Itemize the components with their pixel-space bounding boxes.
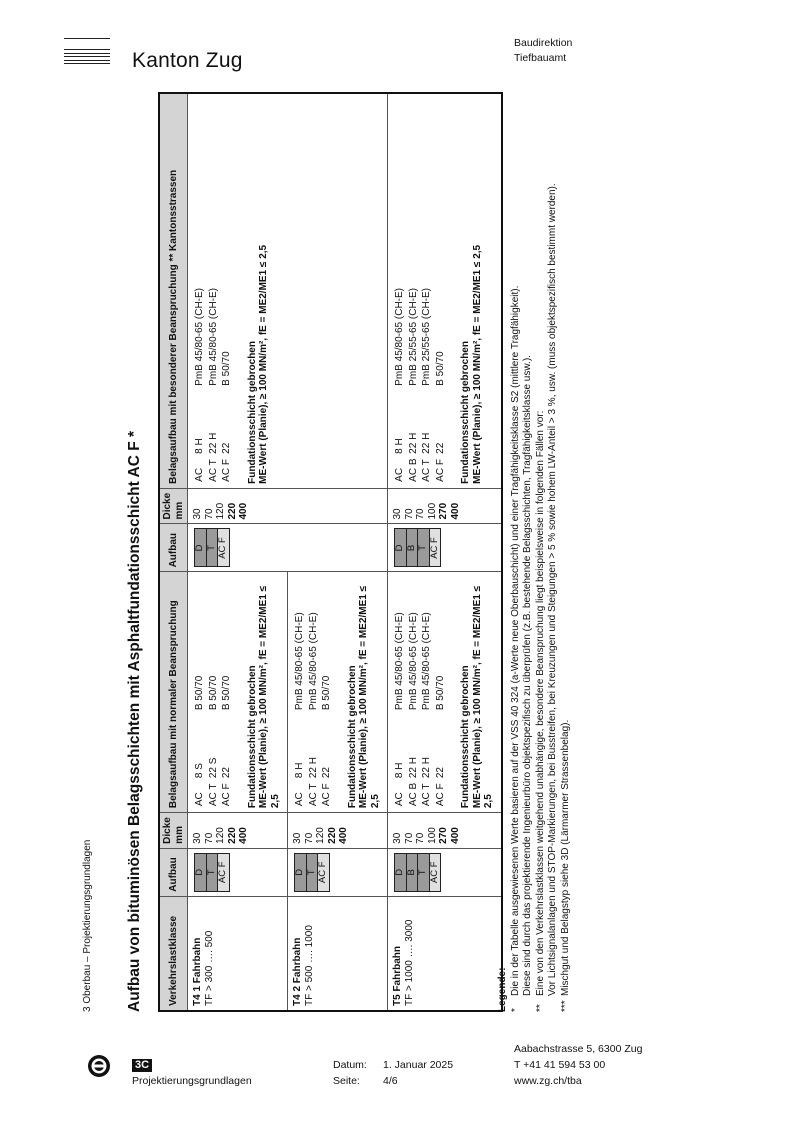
thickness-cell	[288, 813, 388, 849]
thickness-value: 30	[292, 832, 303, 844]
foundation-label: Fundationsschicht gebrochen	[246, 341, 258, 484]
office-name: Tiefbauamt	[514, 52, 567, 64]
layer-type: AC	[194, 467, 205, 482]
thickness-total: 400	[238, 827, 249, 844]
special-stack-cell	[388, 524, 502, 572]
thickness-total: 220	[226, 502, 238, 520]
layer-type: AC F	[434, 783, 446, 807]
layer-list	[392, 286, 448, 484]
legend-text: Vor Lichtsignalanlagen und STOP-Markierungen, bei Busstreifen, bei Kreuzungen und Steigungen > 5 % sowie hohem LW-Anteil > 3 %, usw. (muss objektspezifisch bestimmt werden).	[547, 183, 558, 996]
thickness-value: 120	[215, 827, 226, 844]
header-aufbau-special: Aufbau	[159, 524, 188, 572]
legend-item	[522, 183, 535, 1012]
address: Aabachstrasse 5, 6300 Zug	[514, 1043, 643, 1055]
layer-grain: 8 H	[394, 438, 405, 454]
stack-layer: D	[395, 529, 407, 567]
stack-cell	[288, 848, 388, 896]
stack-layer: D	[195, 529, 207, 567]
website-link[interactable]: www.zg.ch/tba	[514, 1075, 582, 1087]
layer-grain: 22	[221, 767, 232, 779]
layer-grain: 22	[221, 442, 232, 454]
layer-grain: 22	[434, 767, 446, 779]
layer-type: AC F	[321, 783, 332, 807]
me-value: ME-Wert (Planie), ≥ 100 MN/m², fE = ME2/ME1 ≤ 2,5	[471, 244, 483, 484]
thickness-value: 70	[415, 508, 426, 520]
legend-text: Mischgut und Belagstyp siehe 3D (Lärmarmer Strassenbelag).	[559, 719, 571, 996]
legend-item	[547, 183, 560, 1012]
traffic-range: TF > 300 …. 500	[203, 930, 215, 1006]
header-special: Belagsaufbau mit besonderer Beanspruchung ** Kantonsstrassen	[159, 93, 188, 488]
normal-cell	[288, 572, 388, 813]
stack-layer: T	[206, 853, 218, 891]
foundation-note	[460, 98, 483, 484]
pavement-table	[158, 92, 503, 1012]
layer-stack-diagram	[394, 529, 441, 568]
layer-stack-diagram	[294, 853, 330, 892]
accessibility-icon	[87, 1054, 111, 1078]
layer-grain: 22	[321, 767, 332, 779]
traffic-range: TF > 500 …. 1000	[303, 925, 315, 1006]
thickness-total: 400	[338, 827, 349, 844]
foundation-note	[247, 576, 282, 808]
layer-type: AC T	[207, 783, 219, 807]
traffic-range: TF > 1000 …. 3000	[403, 919, 415, 1006]
page-title: Aufbau von bituminösen Belagsschichten mit Asphaltfundationsschicht AC F *	[126, 430, 143, 1012]
foundation-label: Fundationsschicht gebrochen	[246, 665, 258, 809]
thickness-value: 70	[403, 832, 415, 844]
stack-layer: B	[406, 529, 418, 567]
foundation-label: Fundationsschicht gebrochen	[460, 665, 471, 809]
thickness-value: 70	[203, 508, 215, 520]
header-dicke-special: Dicke mm	[159, 488, 188, 524]
class-cell	[188, 896, 288, 1011]
layer-stack-diagram	[394, 853, 441, 892]
layer-binder: PmB 45/80-65 (CH-E)	[294, 612, 305, 711]
layer-binder: PmB 25/55-65 (CH-E)	[407, 288, 419, 386]
footer-contact	[514, 1041, 642, 1089]
layer-type: AC T	[421, 459, 432, 482]
thickness-total: 400	[449, 827, 461, 844]
layer-binder: PmB 45/80-65 (CH-E)	[407, 612, 419, 711]
layer-binder: PmB 45/80-65 (CH-E)	[394, 288, 405, 386]
special-thickness-cell	[388, 488, 502, 524]
stack-layer: AC F	[429, 853, 441, 891]
layer-grain: 22 H	[207, 432, 219, 454]
thickness-value: 30	[392, 508, 403, 520]
layer-binder: B 50/70	[434, 675, 446, 711]
stack-layer: D	[395, 853, 407, 891]
foundation-label: Fundationsschicht gebrochen	[460, 341, 471, 484]
layer-type: AC F	[434, 459, 446, 482]
layer-binder: B 50/70	[221, 675, 232, 711]
stack-layer: D	[295, 853, 307, 891]
layer-type: AC B	[407, 458, 419, 482]
layer-grain: 8 S	[194, 763, 205, 779]
thickness-cell	[188, 813, 288, 849]
legend-item	[510, 183, 523, 1012]
thickness-value: 120	[215, 502, 226, 520]
layer-grain: 22 H	[407, 432, 419, 454]
layer-binder: B 50/70	[434, 351, 446, 386]
foundation-note	[347, 576, 382, 808]
department-name: Baudirektion	[514, 37, 573, 49]
layer-binder: B 50/70	[221, 351, 232, 386]
legend-item	[560, 183, 573, 1012]
thickness-value: 30	[392, 832, 403, 844]
normal-cell	[388, 572, 502, 813]
layer-list	[192, 286, 235, 484]
thickness-value: 70	[303, 832, 315, 844]
class-name: T5 Fahrbahn	[392, 945, 403, 1006]
layer-type: AC T	[421, 783, 432, 807]
legend-text: Die in der Tabelle ausgewiesenen Werte basieren auf der VSS 40 324 (a-Werte neue Oberbauschicht) und einer Tragfähigkeitsklasse S2 (mittlere Tragfähigkeit).	[509, 285, 521, 996]
page-label: Seite:	[333, 1075, 360, 1087]
stack-layer: T	[306, 853, 318, 891]
table-row	[188, 93, 288, 1011]
table-header-row	[159, 93, 188, 1011]
legend	[497, 183, 572, 1012]
stack-layer: AC F	[218, 853, 230, 891]
special-cell	[388, 93, 502, 488]
special-stack-cell	[188, 524, 388, 572]
header-class: Verkehrslastklasse	[159, 896, 188, 1011]
layer-binder: PmB 45/80-65 (CH-E)	[307, 612, 319, 711]
special-thickness-cell	[188, 488, 388, 524]
thickness-value: 30	[192, 832, 203, 844]
thickness-total: 400	[238, 502, 249, 520]
layer-type: AC T	[307, 783, 319, 807]
class-cell	[388, 896, 502, 1011]
legend-heading: Legende:	[497, 967, 508, 1012]
rotated-content	[82, 12, 622, 1012]
layer-grain: 22 H	[407, 757, 419, 779]
layer-type: AC T	[207, 459, 219, 482]
layer-grain: 22 H	[421, 432, 432, 454]
layer-type: AC F	[221, 459, 232, 482]
layer-list	[292, 610, 335, 808]
layer-grain: 8 H	[194, 438, 205, 454]
layer-stack-diagram	[194, 529, 230, 568]
me-value: ME-Wert (Planie), ≥ 100 MN/m², fE = ME2/ME1 ≤ 2,5	[258, 244, 269, 484]
thickness-total: 220	[226, 827, 238, 844]
layer-grain: 22 S	[207, 757, 219, 779]
section-badge: 3C	[132, 1059, 152, 1072]
layer-type: AC B	[407, 782, 419, 807]
layer-type: AC	[194, 792, 205, 807]
layer-list	[392, 610, 448, 808]
layer-binder: PmB 45/80-65 (CH-E)	[194, 288, 205, 386]
legend-mark: ***	[559, 1000, 571, 1012]
legend-mark: **	[534, 1004, 546, 1012]
legend-text: Diese sind durch das projektierende Ingenieurbüro objektspezifisch zu überprüfen (z.B. bestehende Belagsschichten, Tragfähigkeitsklasse usw.).	[522, 355, 533, 996]
layer-binder: B 50/70	[321, 675, 332, 711]
legend-item	[535, 183, 548, 1012]
layer-grain: 8 H	[294, 762, 305, 779]
legend-text: Eine von den Verkehrslastklassen weitgehend unabhängige, besondere Beanspruchung liegt beispielsweise in folgenden Fällen vor:	[534, 410, 546, 996]
foundation-note	[460, 576, 495, 808]
layer-grain: 22	[434, 442, 446, 454]
stack-layer: T	[418, 853, 430, 891]
me-value: ME-Wert (Planie), ≥ 100 MN/m², fE = ME2/ME1 ≤ 2,5	[471, 585, 494, 809]
layer-binder: PmB 25/55-65 (CH-E)	[421, 288, 432, 386]
stack-layer: T	[206, 529, 218, 567]
layer-grain: 22 H	[421, 757, 432, 779]
layer-grain: 22 H	[307, 757, 319, 779]
thickness-value: 70	[403, 508, 415, 520]
thickness-value: 30	[192, 508, 203, 520]
me-value: ME-Wert (Planie), ≥ 100 MN/m², fE = ME2/ME1 ≤ 2,5	[358, 585, 381, 809]
normal-cell	[188, 572, 288, 813]
footer-section	[132, 1057, 252, 1089]
date-label: Datum:	[333, 1059, 367, 1071]
layer-list	[192, 674, 235, 808]
foundation-note	[247, 98, 270, 484]
phone: T +41 41 594 53 00	[514, 1059, 606, 1071]
stack-layer: B	[406, 853, 418, 891]
class-name: T4 1 Fahrbahn	[192, 937, 203, 1006]
thickness-value: 100	[426, 827, 438, 844]
page-number: 4/6	[383, 1075, 398, 1087]
layer-binder: PmB 45/80-65 (CH-E)	[207, 288, 219, 386]
header-normal: Belagsaufbau mit normaler Beanspruchung	[159, 572, 188, 813]
stack-layer: D	[195, 853, 207, 891]
layer-binder: B 50/70	[207, 675, 219, 711]
section-name: Projektierungsgrundlagen	[132, 1075, 252, 1087]
layer-type: AC	[394, 467, 405, 482]
layer-binder: PmB 45/80-65 (CH-E)	[421, 612, 432, 711]
header-aufbau: Aufbau	[159, 848, 188, 896]
date-value: 1. Januar 2025	[383, 1059, 454, 1071]
thickness-value: 70	[203, 832, 215, 844]
me-value: ME-Wert (Planie), ≥ 100 MN/m², fE = ME2/ME1 ≤ 2,5	[258, 585, 281, 809]
thickness-value: 70	[415, 832, 426, 844]
stack-cell	[388, 848, 502, 896]
stack-layer: T	[418, 529, 430, 567]
stack-layer: AC F	[218, 529, 230, 567]
special-cell	[188, 93, 388, 488]
thickness-value: 120	[315, 827, 326, 844]
footer-labels	[333, 1057, 367, 1089]
table-row	[388, 93, 502, 1011]
stack-cell	[188, 848, 288, 896]
class-cell	[288, 896, 388, 1011]
stack-layer: AC F	[318, 853, 330, 891]
legend-mark: *	[509, 1008, 521, 1012]
footer-values	[383, 1057, 453, 1089]
thickness-total: 270	[438, 502, 449, 520]
thickness-total: 270	[438, 827, 449, 844]
chapter-label: 3 Oberbau – Projektierungsgrundlagen	[82, 839, 93, 1012]
layer-binder: B 50/70	[194, 675, 205, 711]
layer-binder: PmB 45/80-65 (CH-E)	[394, 612, 405, 711]
canton-name: Kanton Zug	[132, 49, 243, 72]
thickness-total: 220	[326, 827, 338, 844]
layer-type: AC	[394, 792, 405, 807]
layer-stack-diagram	[194, 853, 230, 892]
header-dicke: Dicke mm	[159, 813, 188, 849]
class-name: T4 2 Fahrbahn	[292, 937, 303, 1006]
stack-layer: AC F	[429, 529, 441, 567]
layer-type: AC F	[221, 783, 232, 807]
thickness-value: 100	[426, 502, 438, 520]
thickness-cell	[388, 813, 502, 849]
foundation-label: Fundationsschicht gebrochen	[346, 665, 358, 809]
layer-type: AC	[294, 792, 305, 807]
thickness-total: 400	[449, 502, 461, 520]
layer-grain: 8 H	[394, 762, 405, 779]
